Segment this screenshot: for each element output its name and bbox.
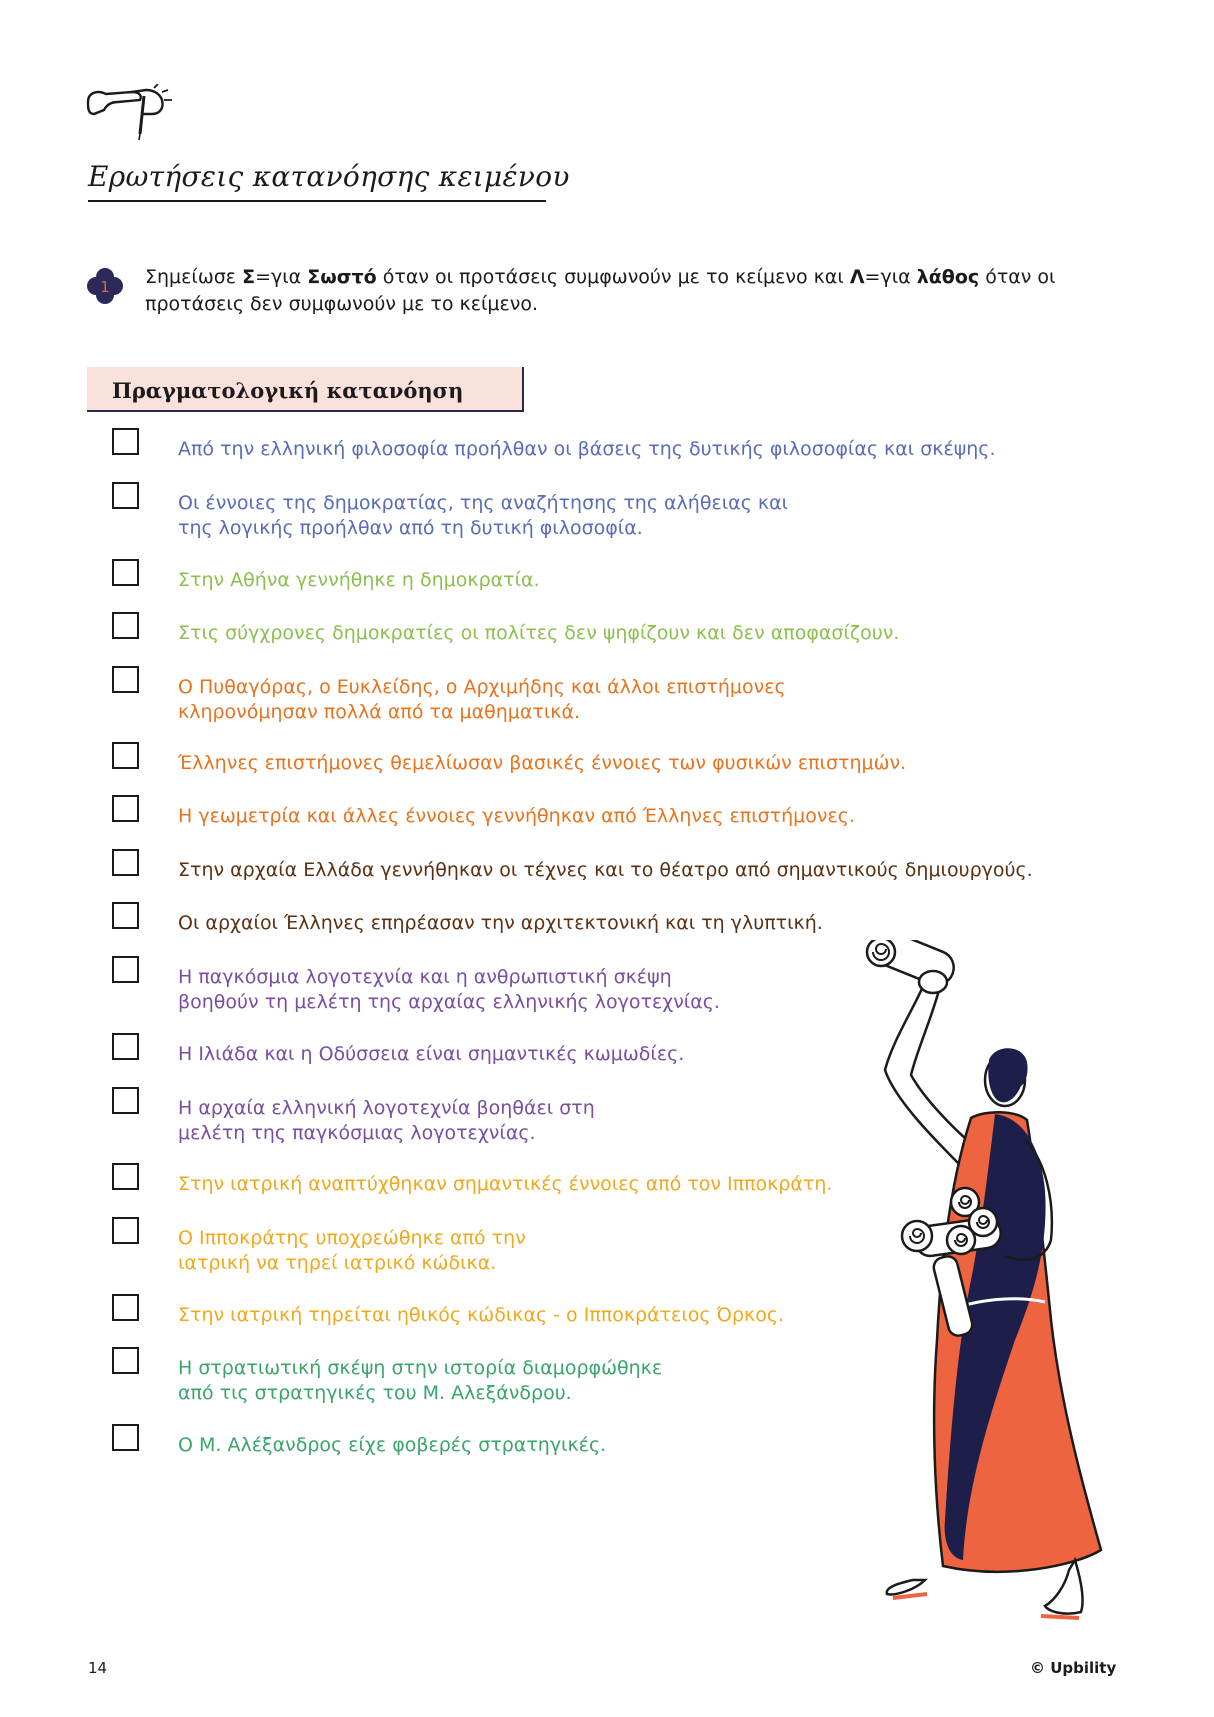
title-underline	[88, 200, 546, 202]
statement-text: Ο Πυθαγόρας, ο Ευκλείδης, ο Αρχιμήδης και άλλοι επιστήμονες κληρονόμησαν πολλά από τα μαθηματικά.	[178, 676, 786, 723]
answer-checkbox[interactable]	[112, 849, 139, 876]
number-badge-icon	[86, 267, 124, 305]
instruction-text	[145, 264, 1075, 318]
instruction-part: Σ	[242, 266, 256, 288]
page-title: Ερωτήσεις κατανόησης κειμένου	[88, 160, 570, 193]
badge-number: 1	[100, 278, 110, 296]
instruction-part: λάθος	[916, 266, 980, 288]
answer-checkbox[interactable]	[112, 1347, 139, 1374]
answer-checkbox[interactable]	[112, 795, 139, 822]
statement-text: Η γεωμετρία και άλλες έννοιες γεννήθηκαν από Έλληνες επιστήμονες.	[178, 805, 855, 827]
statement-text: Η Ιλιάδα και η Οδύσσεια είναι σημαντικές κωμωδίες.	[178, 1043, 685, 1065]
statement-text: Από την ελληνική φιλοσοφία προήλθαν οι βάσεις της δυτικής φιλοσοφίας και σκέψης.	[178, 438, 996, 460]
answer-checkbox[interactable]	[112, 1294, 139, 1321]
answer-checkbox[interactable]	[112, 742, 139, 769]
page-number: 14	[88, 1659, 108, 1677]
statement-text: Στην αρχαία Ελλάδα γεννήθηκαν οι τέχνες και το θέατρο από σημαντικούς δημιουργούς.	[178, 859, 1033, 881]
statement-text: Έλληνες επιστήμονες θεμελίωσαν βασικές έννοιες των φυσικών επιστημών.	[178, 752, 907, 774]
answer-checkbox[interactable]	[112, 1033, 139, 1060]
answer-checkbox[interactable]	[112, 428, 139, 455]
instruction-part: =για	[255, 266, 308, 288]
statement-text: Ο Ιπποκράτης υποχρεώθηκε από την ιατρική να τηρεί ιατρικό κώδικα.	[178, 1227, 526, 1274]
writing-hand-icon	[84, 84, 176, 142]
statement-text: Η παγκόσμια λογοτεχνία και η ανθρωπιστική σκέψη βοηθούν τη μελέτη της αρχαίας ελληνικής λογοτεχνίας.	[178, 966, 720, 1013]
instruction-part: Λ	[849, 266, 865, 288]
statement-text: Οι έννοιες της δημοκρατίας, της αναζήτησης της αλήθειας και της λογικής προήλθαν από τη δυτική φιλοσοφία.	[178, 492, 789, 539]
answer-checkbox[interactable]	[112, 482, 139, 509]
instruction-part: Σωστό	[307, 266, 377, 288]
statement-text: Ο Μ. Αλέξανδρος είχε φοβερές στρατηγικές.	[178, 1434, 607, 1456]
instruction-part: όταν οι προτάσεις δεν συμφωνούν με το κείμενο.	[145, 266, 1056, 315]
answer-checkbox[interactable]	[112, 612, 139, 639]
answer-checkbox[interactable]	[112, 559, 139, 586]
statement-text: Στην Αθήνα γεννήθηκε η δημοκρατία.	[178, 569, 540, 591]
statement-text: Στην ιατρική τηρείται ηθικός κώδικας - ο Ιπποκράτειος Όρκος.	[178, 1304, 785, 1326]
answer-checkbox[interactable]	[112, 1217, 139, 1244]
statement-text: Η στρατιωτική σκέψη στην ιστορία διαμορφώθηκε από τις στρατηγικές του Μ. Αλεξάνδρου.	[178, 1357, 663, 1404]
answer-checkbox[interactable]	[112, 1424, 139, 1451]
answer-checkbox[interactable]	[112, 1163, 139, 1190]
answer-checkbox[interactable]	[112, 666, 139, 693]
statement-text: Οι αρχαίοι Έλληνες επηρέασαν την αρχιτεκτονική και τη γλυπτική.	[178, 912, 823, 934]
instruction-part: όταν οι προτάσεις συμφωνούν με το κείμενο και	[376, 266, 850, 288]
statement-text: Στην ιατρική αναπτύχθηκαν σημαντικές έννοιες από τον Ιπποκράτη.	[178, 1173, 833, 1195]
brand-logo: © Upbility	[1030, 1659, 1117, 1677]
answer-checkbox[interactable]	[112, 902, 139, 929]
instruction-part: =για	[864, 266, 917, 288]
statement-text: Η αρχαία ελληνική λογοτεχνία βοηθάει στη μελέτη της παγκόσμιας λογοτεχνίας.	[178, 1097, 595, 1144]
statement-text: Στις σύγχρονες δημοκρατίες οι πολίτες δεν ψηφίζουν και δεν αποφασίζουν.	[178, 622, 900, 644]
philosopher-illustration	[855, 940, 1125, 1630]
answer-checkbox[interactable]	[112, 956, 139, 983]
answer-checkbox[interactable]	[112, 1087, 139, 1114]
subheading: Πραγματολογική κατανόηση	[112, 378, 464, 403]
instruction-part: Σημείωσε	[145, 266, 243, 288]
